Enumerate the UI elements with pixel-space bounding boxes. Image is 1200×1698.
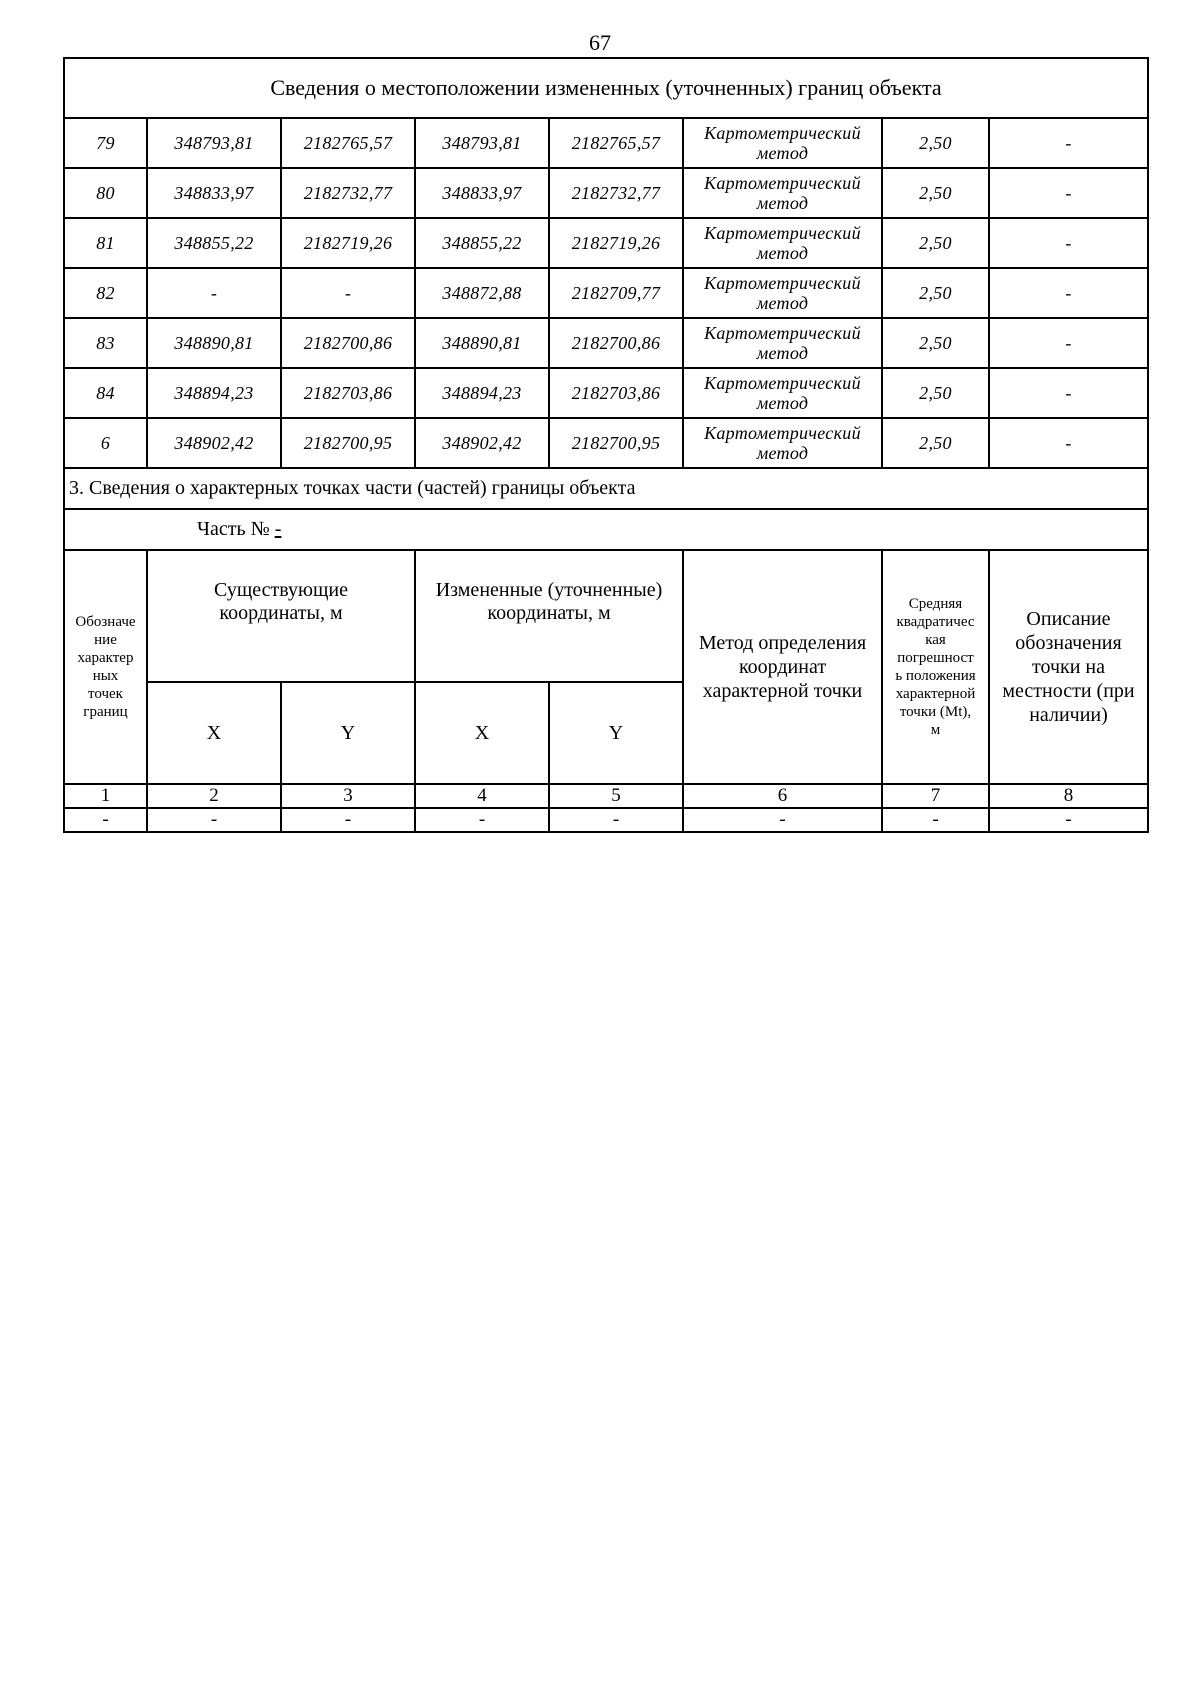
changed-x-cell: 348902,42 <box>415 418 549 468</box>
existing-y-cell: 2182700,86 <box>281 318 415 368</box>
header-mt: Средняя квадратичес кая погрешност ь положения характерной точки (Mt), м <box>882 550 989 784</box>
point-number-cell: 84 <box>64 368 147 418</box>
changed-y-cell: 2182709,77 <box>549 268 683 318</box>
empty-cell: - <box>882 808 989 832</box>
header-description: Описание обозначения точки на местности (при наличии) <box>989 550 1148 784</box>
empty-cell: - <box>683 808 882 832</box>
page-number: 67 <box>589 30 611 55</box>
empty-cell: - <box>147 808 281 832</box>
method-cell: Картометрический метод <box>683 318 882 368</box>
changed-x-cell: 348894,23 <box>415 368 549 418</box>
description-cell: - <box>989 218 1148 268</box>
boundary-row <box>64 368 1148 418</box>
description-cell: - <box>989 318 1148 368</box>
changed-x-cell: 348872,88 <box>415 268 549 318</box>
header-existing-y: Y <box>281 682 415 784</box>
part-label-cell <box>64 509 1148 550</box>
method-cell: Картометрический метод <box>683 418 882 468</box>
boundary-row <box>64 418 1148 468</box>
column-number: 3 <box>281 784 415 808</box>
point-number-cell: 82 <box>64 268 147 318</box>
section3-title-row <box>64 468 1148 509</box>
existing-y-cell: 2182732,77 <box>281 168 415 218</box>
header-changed-y: Y <box>549 682 683 784</box>
mt-cell: 2,50 <box>882 318 989 368</box>
mt-cell: 2,50 <box>882 268 989 318</box>
boundary-row <box>64 168 1148 218</box>
method-cell: Картометрический метод <box>683 118 882 168</box>
header-existing-x: X <box>147 682 281 784</box>
point-number-cell: 79 <box>64 118 147 168</box>
mt-cell: 2,50 <box>882 218 989 268</box>
existing-y-cell: - <box>281 268 415 318</box>
table-title-row <box>64 58 1148 118</box>
method-cell: Картометрический метод <box>683 218 882 268</box>
existing-x-cell: 348833,97 <box>147 168 281 218</box>
column-number: 8 <box>989 784 1148 808</box>
existing-x-cell: 348793,81 <box>147 118 281 168</box>
existing-x-cell: 348890,81 <box>147 318 281 368</box>
point-number-cell: 80 <box>64 168 147 218</box>
column-number: 5 <box>549 784 683 808</box>
point-number-cell: 83 <box>64 318 147 368</box>
part-number: - <box>274 518 282 540</box>
header-row-1 <box>64 550 1148 682</box>
existing-y-cell: 2182700,95 <box>281 418 415 468</box>
column-number-row <box>64 784 1148 808</box>
mt-cell: 2,50 <box>882 368 989 418</box>
table-body <box>64 58 1148 468</box>
header-designation: Обозначе ние характер ных точек границ <box>64 550 147 784</box>
changed-x-cell: 348833,97 <box>415 168 549 218</box>
method-cell: Картометрический метод <box>683 268 882 318</box>
table-title: Сведения о местоположении измененных (уточненных) границ объекта <box>64 58 1148 118</box>
section3-title: 3. Сведения о характерных точках части (частей) границы объекта <box>64 468 1148 509</box>
header-method: Метод определения координат характерной точки <box>683 550 882 784</box>
part-label: Часть № <box>197 518 270 540</box>
boundary-table <box>63 57 1149 833</box>
mt-cell: 2,50 <box>882 168 989 218</box>
column-number: 4 <box>415 784 549 808</box>
header-changed-x: X <box>415 682 549 784</box>
method-cell: Картометрический метод <box>683 168 882 218</box>
changed-x-cell: 348855,22 <box>415 218 549 268</box>
point-number-cell: 81 <box>64 218 147 268</box>
point-number-cell: 6 <box>64 418 147 468</box>
column-number: 7 <box>882 784 989 808</box>
description-cell: - <box>989 418 1148 468</box>
mt-cell: 2,50 <box>882 418 989 468</box>
empty-cell: - <box>549 808 683 832</box>
existing-y-cell: 2182703,86 <box>281 368 415 418</box>
boundary-row <box>64 318 1148 368</box>
empty-cell: - <box>415 808 549 832</box>
existing-x-cell: - <box>147 268 281 318</box>
section3-body <box>64 468 1148 832</box>
boundary-row <box>64 218 1148 268</box>
header-changed-coords: Измененные (уточненные) координаты, м <box>415 550 683 682</box>
method-cell: Картометрический метод <box>683 368 882 418</box>
changed-x-cell: 348793,81 <box>415 118 549 168</box>
changed-x-cell: 348890,81 <box>415 318 549 368</box>
part-row <box>64 509 1148 550</box>
boundary-row <box>64 268 1148 318</box>
empty-cell: - <box>281 808 415 832</box>
changed-y-cell: 2182700,86 <box>549 318 683 368</box>
header-existing-coords: Существующие координаты, м <box>147 550 415 682</box>
description-cell: - <box>989 168 1148 218</box>
boundary-row <box>64 118 1148 168</box>
changed-y-cell: 2182719,26 <box>549 218 683 268</box>
changed-y-cell: 2182732,77 <box>549 168 683 218</box>
description-cell: - <box>989 368 1148 418</box>
changed-y-cell: 2182700,95 <box>549 418 683 468</box>
column-number: 2 <box>147 784 281 808</box>
description-cell: - <box>989 268 1148 318</box>
empty-cell: - <box>64 808 147 832</box>
column-number: 1 <box>64 784 147 808</box>
changed-y-cell: 2182765,57 <box>549 118 683 168</box>
existing-x-cell: 348855,22 <box>147 218 281 268</box>
mt-cell: 2,50 <box>882 118 989 168</box>
existing-y-cell: 2182719,26 <box>281 218 415 268</box>
empty-data-row <box>64 808 1148 832</box>
existing-x-cell: 348902,42 <box>147 418 281 468</box>
description-cell: - <box>989 118 1148 168</box>
empty-cell: - <box>989 808 1148 832</box>
changed-y-cell: 2182703,86 <box>549 368 683 418</box>
existing-x-cell: 348894,23 <box>147 368 281 418</box>
column-number: 6 <box>683 784 882 808</box>
existing-y-cell: 2182765,57 <box>281 118 415 168</box>
